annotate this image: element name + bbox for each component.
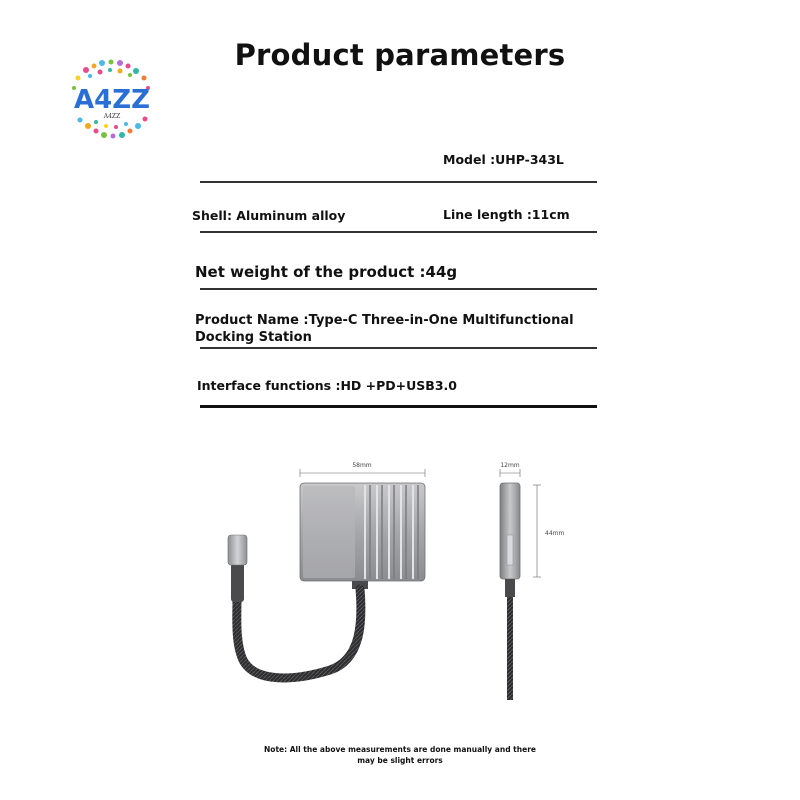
dimension-height-label: 44mm [545,530,565,537]
divider [200,288,597,290]
logo-text: A4ZZ [74,85,150,115]
param-line-length: Line length :11cm [443,207,570,222]
dimension-thickness-label: 12mm [500,462,520,469]
param-model: Model :UHP-343L [443,152,564,167]
param-interface: Interface functions :HD +PD+USB3.0 [197,378,457,393]
usb-c-plug [228,535,247,565]
param-product-name-line2: Docking Station [195,330,312,345]
note-line2: may be slight errors [357,756,443,765]
param-net-weight: Net weight of the product :44g [195,263,458,281]
param-shell: Shell: Aluminum alloy [192,208,346,223]
product-diagram [195,455,575,715]
param-product-name-line1: Product Name :Type-C Three-in-One Multifunctional [195,313,574,328]
dock-side-view [500,483,520,700]
note-line1: Note: All the above measurements are done manually and there [264,745,536,754]
dimension-width [300,462,425,477]
divider [200,347,597,349]
dock-front-view [300,483,425,589]
divider-thick [200,405,597,408]
logo-subtext: A4ZZ [103,113,121,120]
divider [200,181,597,183]
cable-front [237,589,361,678]
dimension-thickness [500,462,520,477]
page-title: Product parameters [234,38,566,72]
usb-c-plug-collar [231,560,244,602]
measurement-note [250,744,550,766]
dimension-width-label: 58mm [352,462,372,469]
divider [200,231,597,233]
dimension-height [533,485,564,577]
